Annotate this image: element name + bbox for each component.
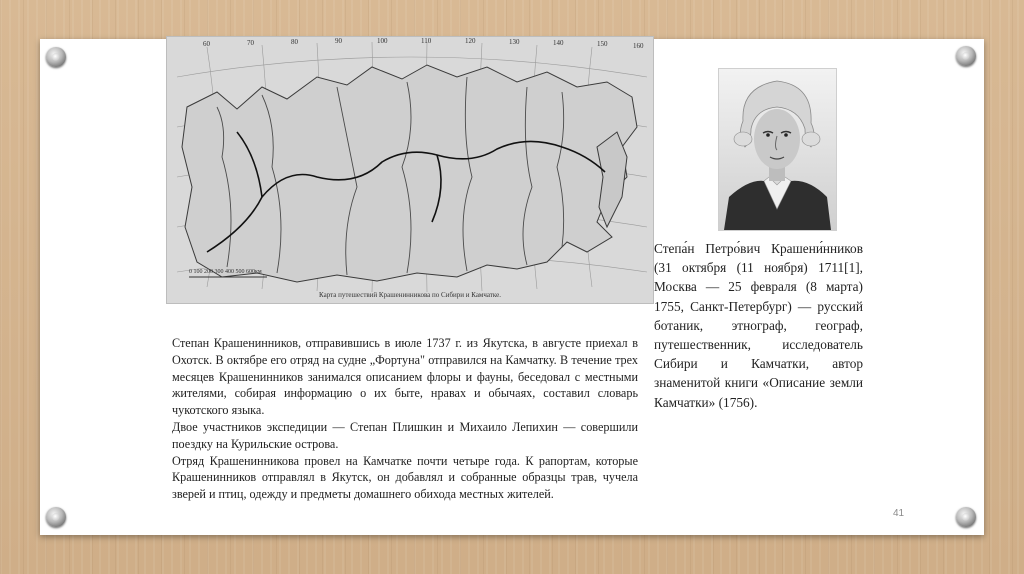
- page-number: 41: [893, 508, 905, 519]
- map-drawing: [167, 37, 653, 303]
- pushpin-top-left-icon: [46, 47, 66, 67]
- pushpin-top-right-icon: [956, 46, 976, 66]
- map-label-160: 160: [633, 42, 644, 50]
- map-label-70: 70: [247, 39, 254, 47]
- expedition-map[interactable]: [166, 36, 654, 304]
- map-label-80: 80: [291, 38, 298, 46]
- map-label-130: 130: [509, 38, 520, 46]
- paragraph-kuril: Двое участников экспедиции — Степан Плишкин и Михаило Лепихин — совершили поездку на Курильские острова.: [172, 419, 638, 451]
- map-label-150: 150: [597, 40, 608, 48]
- map-caption: Карта путешествий Крашенинникова по Сибири и Камчатке.: [319, 291, 501, 299]
- map-label-120: 120: [465, 37, 476, 45]
- biography-text: Степа́н Петро́вич Крашени́нников (31 октября (11 ноября) 1711[1], Москва — 25 февраля (8 марта) 1755, Санкт-Петербург) — русский ботаник, этнограф, географ, путешественник, исследователь Сибири и Камчатки, автор знаменитой книги «Описание земли Камчатки» (1756).: [654, 241, 863, 410]
- main-text-block: [172, 335, 638, 503]
- pushpin-bottom-right-icon: [956, 507, 976, 527]
- paragraph-kamchatka: Отряд Крашенинникова провел на Камчатке почти четыре года. К рапортам, которые Крашенинников отправлял в Якутск, он добавлял и собранные образцы трав, чучела зверей и птиц, одежду и предметы домашнего обихода местных жителей.: [172, 453, 638, 502]
- portrait-drawing: [719, 69, 836, 230]
- map-label-60: 60: [203, 40, 210, 48]
- portrait-image[interactable]: [718, 68, 837, 231]
- map-label-140: 140: [553, 39, 564, 47]
- map-label-100: 100: [377, 37, 388, 45]
- map-label-90: 90: [335, 37, 342, 45]
- paragraph-expedition: Степан Крашенинников, отправившись в июле 1737 г. из Якутска, в августе приехал в Охотск. В октябре его отряд на судне „Фортуна" отправился на Камчатку. В течение трех месяцев Крашенинников занимался описанием флоры и фауны, беседовал с местными жителями, собирая информацию о их быте, нравах и обычаях, составил словарь чукотского языка.: [172, 336, 638, 418]
- map-label-110: 110: [421, 37, 432, 45]
- map-scale-label: 0 100 200 300 400 500 600км: [189, 269, 262, 275]
- pushpin-bottom-left-icon: [46, 507, 66, 527]
